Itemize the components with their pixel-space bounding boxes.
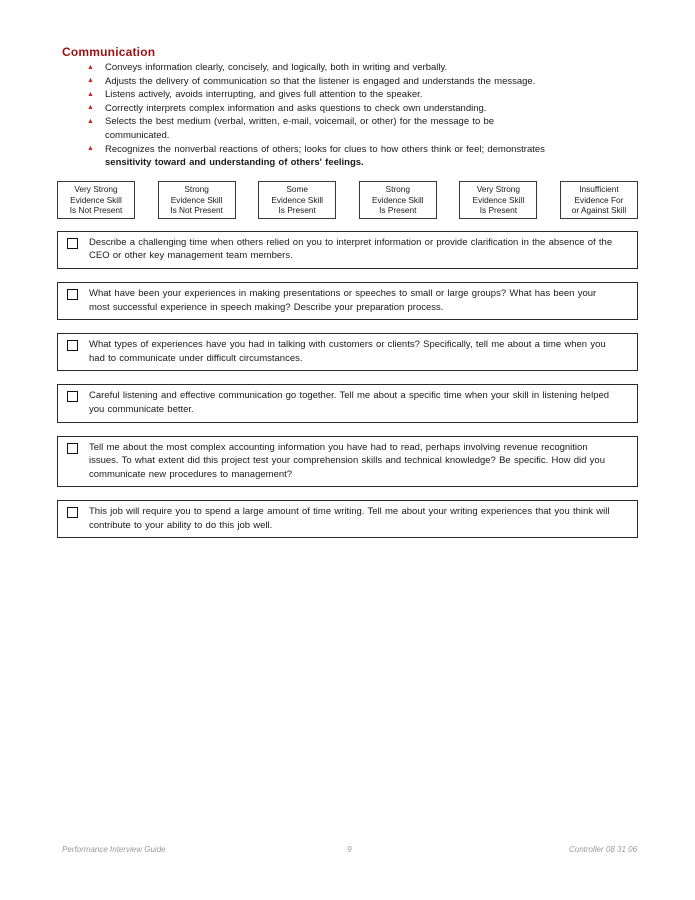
page-content xyxy=(57,46,638,551)
bullet-text: Selects the best medium (verbal, written, e-mail, voicemail, or other) for the message to be xyxy=(105,116,495,128)
question-text: What types of experiences have you had in talking with customers or clients? Specifically, tell me about a time when you had to communicate under difficult circumstances. xyxy=(89,339,606,364)
bullet-item xyxy=(57,61,638,75)
question-box xyxy=(57,384,638,422)
question-text: Careful listening and effective communication go together. Tell me about a specific time when your skill in listening helped you communicate better. xyxy=(89,390,610,415)
rating-box-strong-present[interactable] xyxy=(359,181,437,219)
triangle-bullet-icon: ▲ xyxy=(87,90,94,98)
rating-line: Is Present xyxy=(379,205,417,216)
rating-line: Very Strong xyxy=(74,183,118,194)
rating-line: Evidence Skill xyxy=(170,194,223,205)
rating-line: Is Present xyxy=(479,205,518,216)
question-box xyxy=(57,333,638,371)
rating-line: Some xyxy=(286,183,309,194)
triangle-bullet-icon: ▲ xyxy=(87,145,94,153)
rating-line: Insufficient xyxy=(579,183,619,194)
checkbox[interactable] xyxy=(67,289,78,300)
checkbox[interactable] xyxy=(67,391,78,402)
triangle-bullet-icon: ▲ xyxy=(87,104,94,112)
bullet-item xyxy=(57,115,638,142)
bullet-item xyxy=(57,75,638,89)
bullet-text: Listens actively, avoids interrupting, and gives full attention to the speaker. xyxy=(105,89,423,101)
competency-bullet-list xyxy=(57,61,638,170)
question-box xyxy=(57,282,638,320)
checkbox[interactable] xyxy=(67,443,78,454)
question-text: This job will require you to spend a large amount of time writing. Tell me about your writing experiences that you think will contribute to your ability to do this job well. xyxy=(89,506,610,531)
question-text: What have been your experiences in making presentations or speeches to small or large groups? What has been your most successful experience in speech making? Describe your preparation process. xyxy=(89,287,597,313)
triangle-bullet-icon: ▲ xyxy=(87,77,94,85)
rating-box-very-strong-not-present[interactable] xyxy=(57,181,135,219)
rating-box-strong-not-present[interactable] xyxy=(158,181,236,219)
question-box xyxy=(57,436,638,488)
bullet-item xyxy=(57,88,638,102)
rating-box-very-strong-present[interactable] xyxy=(459,181,537,219)
triangle-bullet-icon: ▲ xyxy=(87,63,94,71)
page-footer xyxy=(62,845,637,854)
question-text: Tell me about the most complex accounting information you have had to read, perhaps involving revenue recognition issues. To what extent did this project test your comprehension skills and technical knowledge? Be specific. How did you communicate new procedures to management? xyxy=(89,441,605,480)
rating-line: Very Strong xyxy=(476,183,521,194)
question-text: Describe a challenging time when others relied on you to interpret information or provide clarification in the absence of the CEO or other key management team members. xyxy=(89,236,613,262)
bullet-text: communicated. xyxy=(105,129,170,141)
rating-line: Strong xyxy=(385,183,410,194)
page-number: 9 xyxy=(347,845,352,854)
bullet-text: Adjusts the delivery of communication so that the listener is engaged and understands the message. xyxy=(105,75,536,87)
checkbox[interactable] xyxy=(67,507,78,518)
checkbox[interactable] xyxy=(67,340,78,351)
bullet-text: Correctly interprets complex information and asks questions to check own understanding. xyxy=(105,102,487,114)
footer-doc-title: Performance Interview Guide xyxy=(62,845,166,854)
bullet-text-bold: sensitivity toward and understanding of others' feelings. xyxy=(105,157,364,169)
rating-line: Is Not Present xyxy=(69,205,123,216)
rating-box-insufficient-evidence[interactable] xyxy=(560,181,638,219)
bullet-item xyxy=(57,143,638,170)
rating-line: Evidence Skill xyxy=(271,194,324,205)
checkbox[interactable] xyxy=(67,238,78,249)
bullet-text: Conveys information clearly, concisely, and logically, both in writing and verbally. xyxy=(105,62,448,73)
rating-line: Evidence Skill xyxy=(70,194,122,205)
rating-line: Evidence For xyxy=(574,194,624,205)
rating-line: Evidence Skill xyxy=(472,194,525,205)
triangle-bullet-icon: ▲ xyxy=(87,117,94,125)
rating-scale-row xyxy=(57,181,638,219)
question-box xyxy=(57,500,638,538)
rating-line: Is Not Present xyxy=(170,205,223,216)
rating-line: Strong xyxy=(184,183,209,194)
footer-doc-version: Controller 08 31 06 xyxy=(568,845,638,854)
section-title: Communication xyxy=(62,45,156,59)
question-list xyxy=(57,231,638,539)
bullet-item xyxy=(57,102,638,116)
rating-line: Evidence Skill xyxy=(371,194,424,205)
bullet-text: Recognizes the nonverbal reactions of others; looks for clues to how others think or feel; demonstrates xyxy=(105,143,545,155)
rating-line: or Against Skill xyxy=(571,205,627,216)
rating-line: Is Present xyxy=(278,205,316,216)
question-box xyxy=(57,231,638,269)
rating-box-some-present[interactable] xyxy=(258,181,336,219)
